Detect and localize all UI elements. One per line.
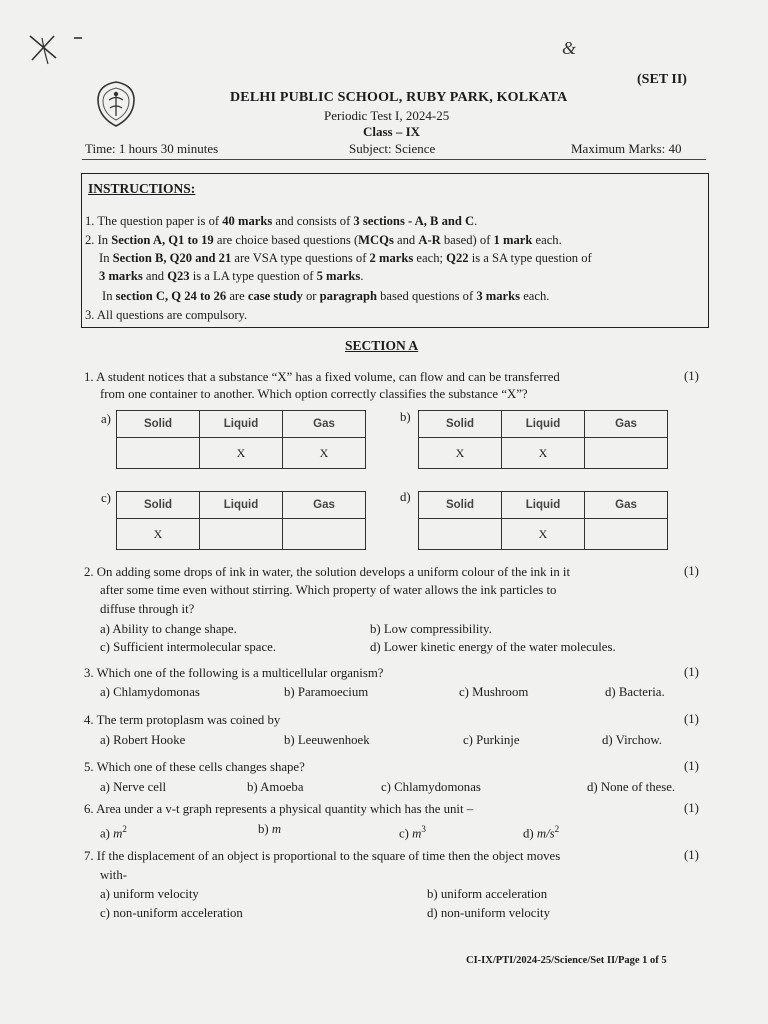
section-a-title: SECTION A xyxy=(345,338,419,353)
q6-option-b: b) m xyxy=(258,822,282,836)
q1-option-c-label: c) xyxy=(101,491,111,505)
q1-option-a-table xyxy=(116,410,366,469)
handwritten-mark: & xyxy=(562,38,577,58)
table-cell: X xyxy=(419,438,502,469)
q4-text: 4. The term protoplasm was coined by xyxy=(84,713,281,727)
table-header: Liquid xyxy=(200,492,283,519)
q5-marks: (1) xyxy=(684,759,699,773)
table-header: Gas xyxy=(585,411,668,438)
q6-option-d: d) $m/s^2$ xyxy=(523,824,560,841)
q7-text-line1: 7. If the displacement of an object is proportional to the square of time then the object moves xyxy=(84,849,561,863)
q3-text: 3. Which one of the following is a multicellular organism? xyxy=(84,666,384,680)
q3-option-d: d) Bacteria. xyxy=(605,685,665,699)
q6-text: 6. Area under a v-t graph represents a physical quantity which has the unit – xyxy=(84,802,474,816)
max-marks-label: Maximum Marks: 40 xyxy=(571,141,682,156)
table-header: Liquid xyxy=(200,411,283,438)
q2-text-line1: 2. On adding some drops of ink in water, the solution develops a uniform colour of the ink in it xyxy=(84,565,571,579)
q6-marks: (1) xyxy=(684,801,699,815)
school-logo xyxy=(94,80,138,128)
page-footer: CI-IX/PTI/2024-25/Science/Set II/Page 1 of 5 xyxy=(466,955,667,966)
q5-text: 5. Which one of these cells changes shape? xyxy=(84,760,305,774)
table-header: Gas xyxy=(585,492,668,519)
instruction-2: 2. In Section A, Q1 to 19 are choice based questions (MCQs and A-R based) of 1 mark each. xyxy=(85,233,562,247)
test-name: Periodic Test I, 2024-25 xyxy=(324,108,450,123)
q1-option-c-table xyxy=(116,491,366,550)
table-cell: X xyxy=(117,519,200,550)
handwritten-cross-mark xyxy=(22,30,102,70)
q1-option-a-label: a) xyxy=(101,412,111,426)
q2-text-line2: after some time even without stirring. Which property of water allows the ink particles to xyxy=(100,583,557,597)
q7-marks: (1) xyxy=(684,848,699,862)
table-cell: X xyxy=(283,438,366,469)
q1-option-d-label: d) xyxy=(400,490,411,504)
table-header: Solid xyxy=(419,492,502,519)
table-cell: X xyxy=(200,438,283,469)
table-cell xyxy=(419,519,502,550)
q4-option-b: b) Leeuwenhoek xyxy=(284,733,370,747)
q4-option-a: a) Robert Hooke xyxy=(100,733,186,747)
q7-text-line2: with- xyxy=(100,868,128,882)
school-name: DELHI PUBLIC SCHOOL, RUBY PARK, KOLKATA xyxy=(230,90,568,105)
q3-marks: (1) xyxy=(684,665,699,679)
q3-option-a: a) Chlamydomonas xyxy=(100,685,200,699)
table-cell xyxy=(117,438,200,469)
table-header: Gas xyxy=(283,492,366,519)
subject-label: Subject: Science xyxy=(349,141,436,156)
table-cell xyxy=(585,438,668,469)
q7-option-d: d) non-uniform velocity xyxy=(427,906,550,920)
instruction-3: 3. All questions are compulsory. xyxy=(85,308,248,322)
q1-text-line2: from one container to another. Which option correctly classifies the substance “X”? xyxy=(100,387,528,401)
time-label: Time: 1 hours 30 minutes xyxy=(85,141,219,156)
q2-option-d: d) Lower kinetic energy of the water molecules. xyxy=(370,640,616,654)
q3-option-b: b) Paramoecium xyxy=(284,685,369,699)
q6-option-a: a) $m^2$ xyxy=(100,824,127,841)
q2-option-a: a) Ability to change shape. xyxy=(100,622,237,636)
table-cell xyxy=(200,519,283,550)
q7-option-c: c) non-uniform acceleration xyxy=(100,906,243,920)
q1-text-line1: 1. A student notices that a substance “X” has a fixed volume, can flow and can be transferred xyxy=(84,370,560,384)
table-header: Liquid xyxy=(502,492,585,519)
instruction-2-section-b-cont: 3 marks and Q23 is a LA type question of 5 marks. xyxy=(99,269,364,283)
q5-option-a: a) Nerve cell xyxy=(100,780,167,794)
q7-option-b: b) uniform acceleration xyxy=(427,887,548,901)
instruction-1: 1. The question paper is of 40 marks and consists of 3 sections - A, B and C. xyxy=(85,214,478,228)
q2-text-line3: diffuse through it? xyxy=(100,602,195,616)
table-header: Gas xyxy=(283,411,366,438)
q1-option-d-table xyxy=(418,491,668,550)
table-header: Solid xyxy=(117,411,200,438)
q2-option-c: c) Sufficient intermolecular space. xyxy=(100,640,277,654)
q3-option-c: c) Mushroom xyxy=(459,685,529,699)
class-label: Class – IX xyxy=(363,124,421,139)
table-cell xyxy=(585,519,668,550)
table-cell: X xyxy=(502,438,585,469)
instructions-title: INSTRUCTIONS: xyxy=(88,181,196,196)
q1-option-b-label: b) xyxy=(400,410,411,424)
table-cell: X xyxy=(502,519,585,550)
table-header: Liquid xyxy=(502,411,585,438)
instruction-2-section-c: In section C, Q 24 to 26 are case study or paragraph based questions of 3 marks each. xyxy=(102,289,550,303)
q1-option-b-table xyxy=(418,410,668,469)
set-label: (SET II) xyxy=(637,72,687,87)
q6-option-c: c) $m^3$ xyxy=(399,824,426,841)
q4-option-d: d) Virchow. xyxy=(602,733,663,747)
q1-marks: (1) xyxy=(684,369,699,383)
table-header: Solid xyxy=(419,411,502,438)
instruction-2-section-b: In Section B, Q20 and 21 are VSA type questions of 2 marks each; Q22 is a SA type question of xyxy=(99,251,592,265)
header-divider xyxy=(82,159,706,160)
q2-marks: (1) xyxy=(684,564,699,578)
q7-option-a: a) uniform velocity xyxy=(100,887,199,901)
q5-option-b: b) Amoeba xyxy=(247,780,304,794)
table-header: Solid xyxy=(117,492,200,519)
q5-option-d: d) None of these. xyxy=(587,780,676,794)
q4-marks: (1) xyxy=(684,712,699,726)
q4-option-c: c) Purkinje xyxy=(463,733,520,747)
table-cell xyxy=(283,519,366,550)
q5-option-c: c) Chlamydomonas xyxy=(381,780,481,794)
q2-option-b: b) Low compressibility. xyxy=(370,622,492,636)
